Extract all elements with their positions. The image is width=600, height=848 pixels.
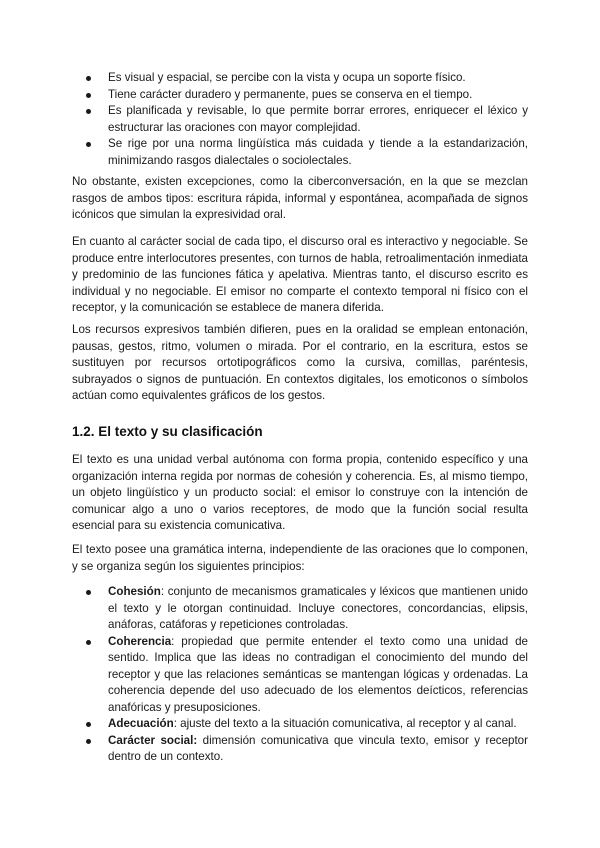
list-item [84, 716, 528, 733]
term-label: Coherencia [108, 634, 172, 648]
paragraph-social-character: En cuanto al carácter social de cada tipo, el discurso oral es interactivo y negociable. Se produce entre interlocutores presentes, con turnos de habla, retroalimentación inmediata y predominio de las funciones fática y apelativa. Mientras tanto, el discurso escrito es individual y no negociable. El emisor no comparte el contexto temporal ni físico con el receptor, y la comunicación se establece de manera diferida. [72, 235, 528, 314]
paragraph-text-definition: El texto es una unidad verbal autónoma con forma propia, contenido específico y una organización interna regida por normas de cohesión y coherencia. Es, al mismo tiempo, un objeto lingüístico y un producto social: el emisor lo construye con la intención de comunicar algo a uno o varios receptores, de modo que la función social resulta esencial para su existencia comunicativa. [72, 453, 528, 532]
list-item [84, 87, 528, 104]
principles-list [84, 584, 528, 766]
features-list [84, 70, 528, 169]
term-description: : ajuste del texto a la situación comunicativa, al receptor y al canal. [173, 717, 517, 730]
bullet-icon [86, 739, 91, 744]
bullet-icon [86, 76, 91, 81]
list-item [84, 733, 528, 766]
term-label: Adecuación [108, 717, 174, 730]
list-item [84, 70, 528, 87]
section-heading: 1.2. El texto y su clasificación [72, 424, 263, 439]
bullet-icon [86, 722, 91, 727]
list-item-text: Es visual y espacial, se percibe con la vista y ocupa un soporte físico. [108, 71, 466, 84]
list-item-text: Es planificada y revisable, lo que permite borrar errores, enriquecer el léxico y estructurar las oraciones con mayor complejidad. [108, 104, 528, 134]
list-item [84, 103, 528, 136]
paragraph-text-grammar: El texto posee una gramática interna, independiente de las oraciones que lo componen, y se organiza según los siguientes principios: [72, 543, 528, 573]
bullet-icon [86, 93, 91, 98]
term-description: : conjunto de mecanismos gramaticales y léxicos que mantienen unido el texto y le otorgan continuidad. Incluye conectores, concordancias, elipsis, anáforas, catáforas y repeticiones controladas. [108, 585, 528, 631]
list-item [84, 136, 528, 169]
term-description: : propiedad que permite entender el texto como una unidad de sentido. Implica que las ideas no contradigan el conocimiento del mundo del receptor y que las relaciones semánticas se mantengan lógicas y ordenadas. La coherencia depende del uso adecuado de los elementos deícticos, referencias anafóricas y presuposiciones. [108, 634, 528, 714]
term-label: Cohesión [108, 585, 161, 598]
list-item [84, 634, 528, 717]
bullet-icon [86, 142, 91, 147]
term-label: Carácter social: [108, 733, 198, 747]
bullet-icon [86, 109, 91, 114]
list-item [84, 584, 528, 634]
list-item-text: Se rige por una norma lingüística más cuidada y tiende a la estandarización, minimizando rasgos dialectales o sociolectales. [108, 137, 528, 167]
paragraph-exceptions: No obstante, existen excepciones, como la ciberconversación, en la que se mezclan rasgos de ambos tipos: escritura rápida, informal y espontánea, acompañada de signos icónicos que simulan la expresividad oral. [72, 175, 528, 221]
term-description: dimensión comunicativa que vincula texto, emisor y receptor dentro de un contexto. [108, 733, 528, 763]
list-item-text: Tiene carácter duradero y permanente, pues se conserva en el tiempo. [108, 87, 473, 101]
paragraph-expressive-resources: Los recursos expresivos también difieren, pues en la oralidad se emplean entonación, pausas, gestos, ritmo, volumen o mirada. Por el contrario, en la escritura, estos se sustituyen por recursos ortotipográficos como la cursiva, comillas, paréntesis, subrayados o signos de puntuación. En contextos digitales, los emoticonos o símbolos actúan como equivalentes gráficos de los gestos. [72, 323, 528, 402]
bullet-icon [86, 590, 91, 595]
bullet-icon [86, 640, 91, 645]
